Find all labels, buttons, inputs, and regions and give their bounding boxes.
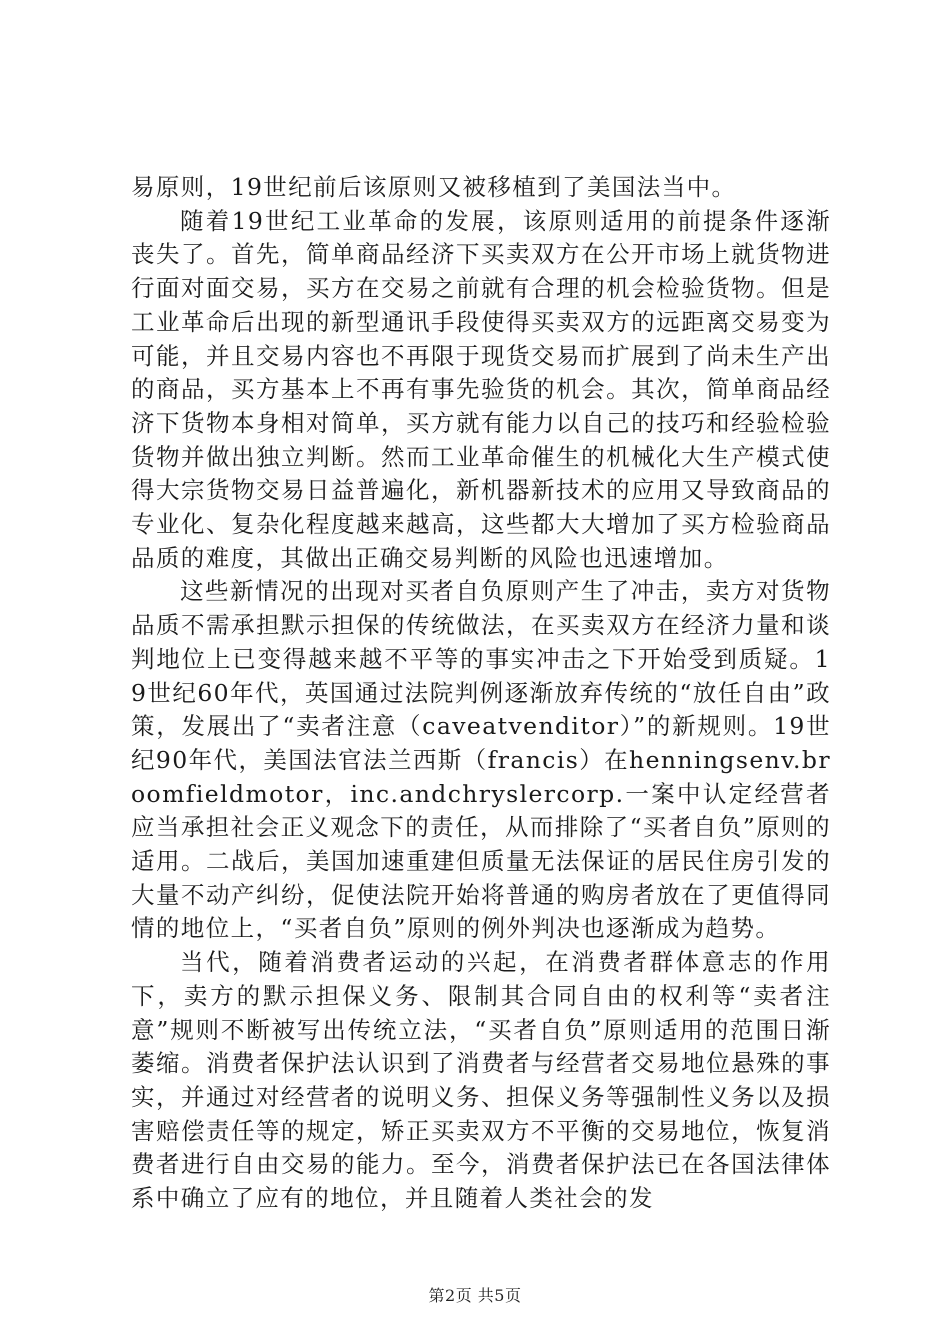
page-number-footer: 第2页 共5页 — [428, 1286, 522, 1305]
document-body — [131, 171, 831, 1216]
paragraph-1: 易原则，19世纪前后该原则又被移植到了美国法当中。 — [131, 173, 737, 201]
paragraph-4: 当代，随着消费者运动的兴起，在消费者群体意志的作用下，卖方的默示担保义务、限制其合同自由的权利等“卖者注意”规则不断被写出传统立法，“买者自负”原则适用的范围日渐萎缩。消费者保护法认识到了消费者与经营者交易地位悬殊的事实，并通过对经营者的说明义务、担保义务等强制性义务以及损害赔偿责任等的规定，矫正买卖双方不平衡的交易地位，恢复消费者进行自由交易的能力。至今，消费者保护法已在各国法律体系中确立了应有的地位，并且随着人类社会的发 — [131, 948, 831, 1213]
paragraph-3: 这些新情况的出现对买者自负原则产生了冲击，卖方对货物品质不需承担默示担保的传统做法，在买卖双方在经济力量和谈判地位上已变得越来越不平等的事实冲击之下开始受到质疑。19世纪60年代，英国通过法院判例逐渐放弃传统的“放任自由”政策，发展出了“卖者注意（caveatvenditor）”的新规则。19世纪90年代，美国法官法兰西斯（francis）在henningsenv.broomfieldmotor，inc.andchryslercorp.一案中认定经营者应当承担社会正义观念下的责任，从而排除了“买者自负”原则的适用。二战后，美国加速重建但质量无法保证的居民住房引发的大量不动产纠纷，促使法院开始将普通的购房者放在了更值得同情的地位上，“买者自负”原则的例外判决也逐渐成为趋势。 — [131, 577, 831, 943]
paragraph-2: 随着19世纪工业革命的发展，该原则适用的前提条件逐渐丧失了。首先，简单商品经济下买卖双方在公开市场上就货物进行面对面交易，买方在交易之前就有合理的机会检验货物。但是工业革命后出现的新型通讯手段使得买卖双方的远距离交易变为可能，并且交易内容也不再限于现货交易而扩展到了尚未生产出的商品，买方基本上不再有事先验货的机会。其次，简单商品经济下货物本身相对简单，买方就有能力以自己的技巧和经验检验货物并做出独立判断。然而工业革命催生的机械化大生产模式使得大宗货物交易日益普遍化，新机器新技术的应用又导致商品的专业化、复杂化程度越来越高，这些都大大增加了买方检验商品品质的难度，其做出正确交易判断的风险也迅速增加。 — [131, 206, 831, 572]
